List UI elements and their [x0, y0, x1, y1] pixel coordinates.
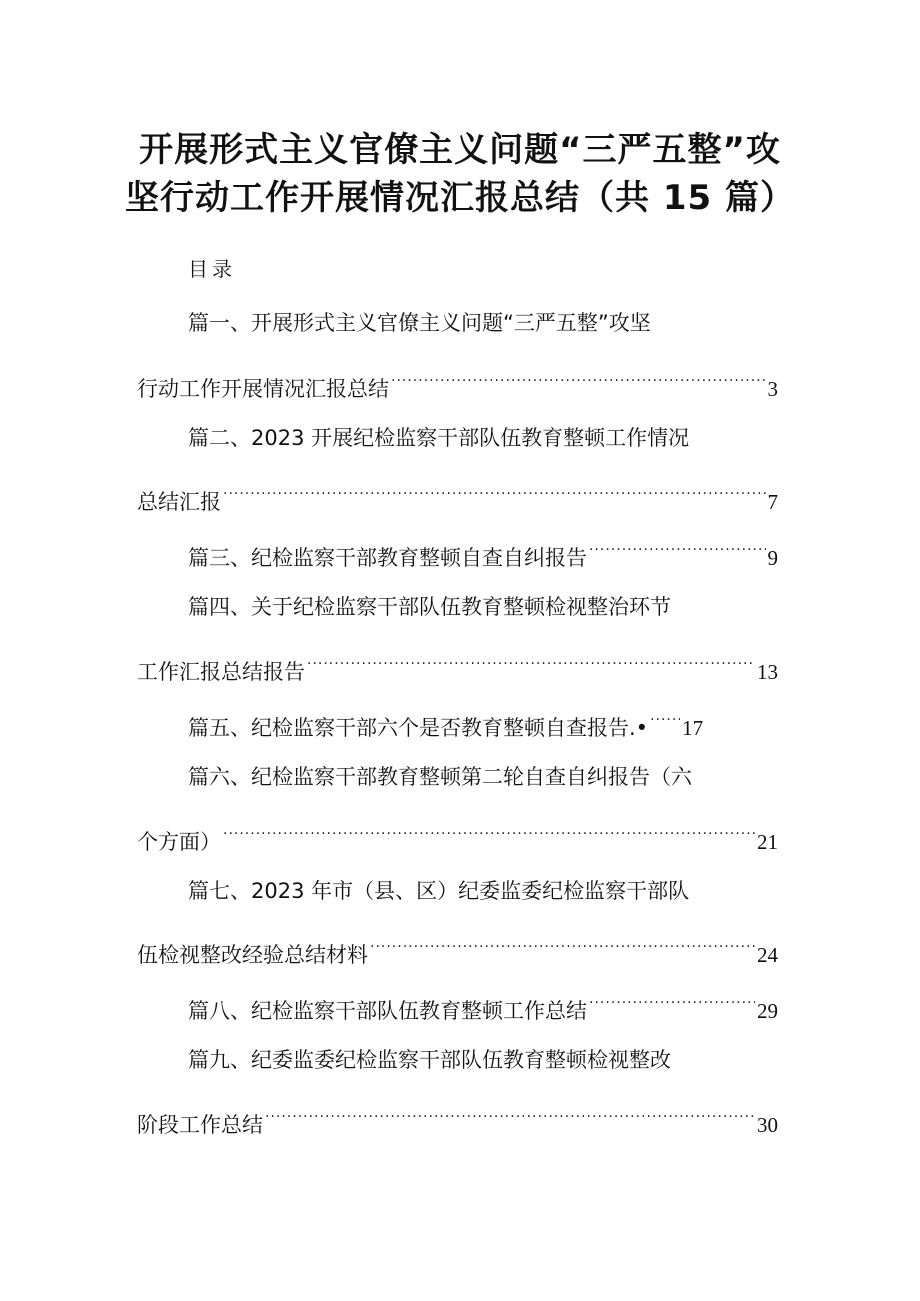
dot-leader: [650, 705, 680, 735]
toc-entry-label: 篇四、关于纪检监察干部队伍教育整顿检视整治环节: [188, 595, 671, 619]
toc-page-number: 9: [767, 546, 778, 570]
toc-entry-label: 篇五、纪检监察干部六个是否教育整顿自查报告.•: [188, 716, 649, 740]
toc-page-number: 17: [682, 716, 704, 740]
toc-page-number: 21: [757, 830, 778, 854]
dot-leader: [370, 932, 755, 962]
toc-entry-label: 篇二、2023 开展纪检监察干部队伍教育整顿工作情况: [188, 426, 690, 450]
toc-entry-label: 行动工作开展情况汇报总结: [137, 377, 389, 401]
dot-leader: [265, 1102, 755, 1132]
toc-heading: 目录: [188, 257, 236, 281]
toc-entry-6-line-2[interactable]: [137, 819, 778, 857]
title-line-1: 开展形式主义官僚主义问题“三严五整”攻: [139, 130, 781, 170]
toc-entry-9-line-2[interactable]: [137, 1102, 778, 1140]
dot-leader: [307, 649, 755, 679]
toc-page-number: 29: [757, 999, 778, 1023]
toc-entry-7-line-1[interactable]: [188, 876, 689, 906]
toc-entry-label: 篇三、纪检监察干部教育整顿自查自纠报告: [188, 546, 587, 570]
toc-entry-label: 篇七、2023 年市（县、区）纪委监委纪检监察干部队: [188, 879, 690, 903]
toc-entry-7-line-2[interactable]: [137, 932, 778, 970]
toc-entry-4-line-1[interactable]: [188, 592, 671, 622]
page-title: [120, 126, 800, 222]
toc-entry-label: 篇一、开展形式主义官僚主义问题“三严五整”攻坚: [188, 311, 651, 335]
toc-entry-label: 工作汇报总结报告: [137, 660, 305, 684]
toc-entry-8[interactable]: [188, 988, 778, 1026]
toc-entry-label: 阶段工作总结: [137, 1113, 263, 1137]
toc-entry-5[interactable]: [188, 705, 748, 743]
dot-leader: [391, 366, 766, 396]
dot-leader: [589, 988, 755, 1018]
toc-page-number: 30: [757, 1113, 778, 1137]
dot-leader: [223, 819, 755, 849]
toc-entry-2-line-2[interactable]: [137, 479, 778, 517]
toc-page-number: 7: [767, 490, 778, 514]
toc-entry-6-line-1[interactable]: [188, 762, 692, 792]
toc-entry-1-line-1[interactable]: [188, 308, 651, 338]
toc-entry-1-line-2[interactable]: [137, 366, 778, 404]
toc-entry-label: 伍检视整改经验总结材料: [137, 943, 368, 967]
toc-page-number: 13: [757, 660, 778, 684]
dot-leader: [589, 535, 766, 565]
dot-leader: [223, 479, 766, 509]
toc-entry-3[interactable]: [188, 535, 778, 573]
toc-page-number: 24: [757, 943, 778, 967]
toc-entry-9-line-1[interactable]: [188, 1045, 671, 1075]
toc-entry-2-line-1[interactable]: [188, 423, 689, 453]
toc-entry-label: 个方面）: [137, 830, 221, 854]
toc-entry-label: 篇六、纪检监察干部教育整顿第二轮自查自纠报告（六: [188, 765, 692, 789]
toc-entry-label: 篇九、纪委监委纪检监察干部队伍教育整顿检视整改: [188, 1048, 671, 1072]
toc-entry-label: 总结汇报: [137, 490, 221, 514]
toc-page-number: 3: [767, 377, 778, 401]
toc-entry-label: 篇八、纪检监察干部队伍教育整顿工作总结: [188, 999, 587, 1023]
title-line-2: 坚行动工作开展情况汇报总结（共 15 篇）: [125, 178, 795, 218]
toc-entry-4-line-2[interactable]: [137, 649, 778, 687]
